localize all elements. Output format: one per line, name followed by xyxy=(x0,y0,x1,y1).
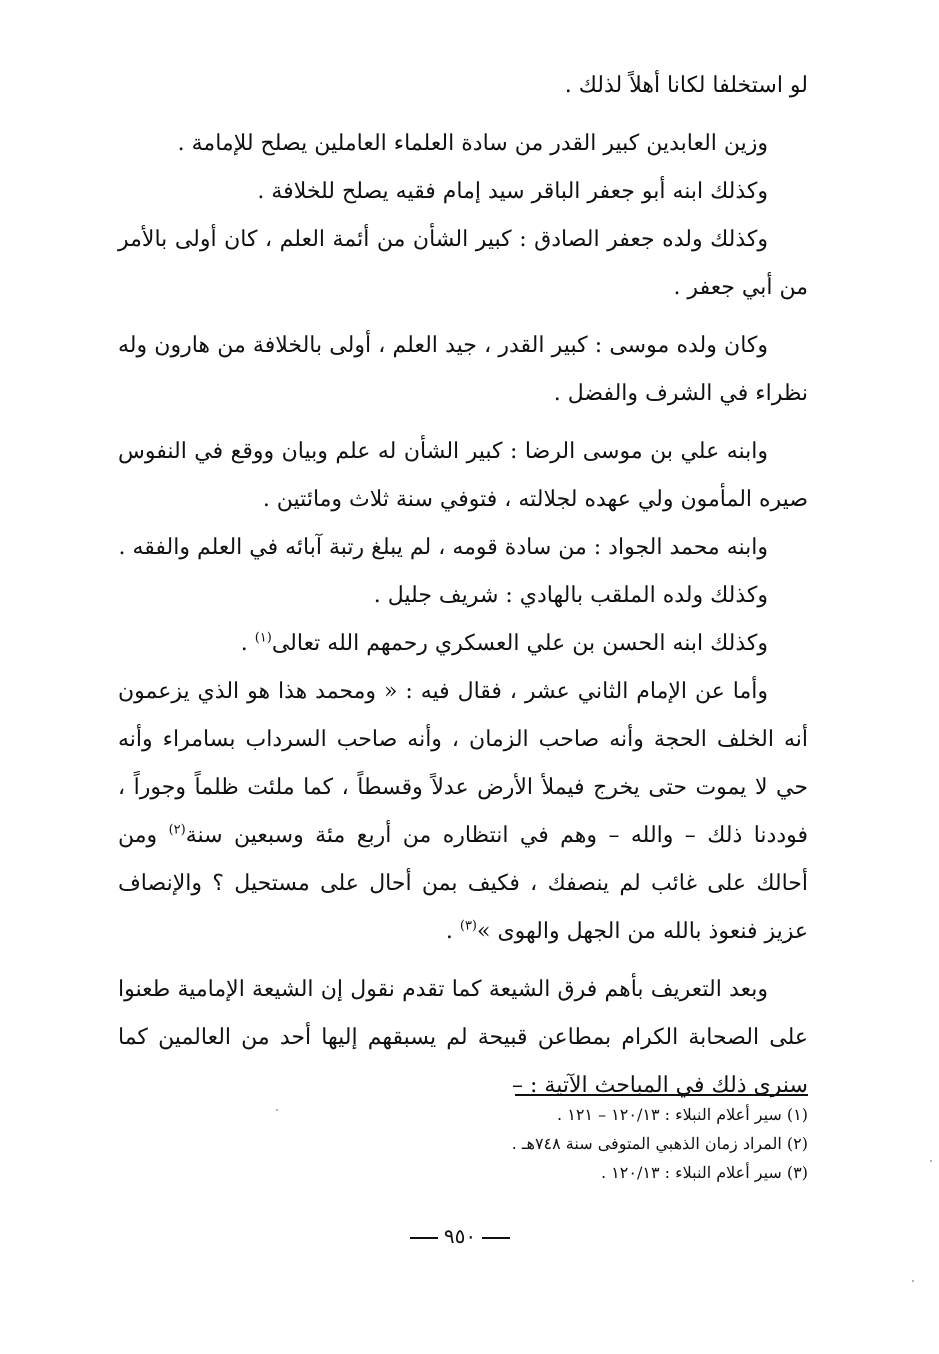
dash-right xyxy=(410,1237,438,1239)
dash-left xyxy=(482,1237,510,1239)
paragraph-10-part-b: ومن أحالك على غائب لم ينصفك ، فكيف بمن أحال على مستحيل ؟ والإنصاف عزيز فنعوذ بالله من الجهل والهوى » xyxy=(118,823,808,944)
scan-speck xyxy=(912,1280,914,1282)
footnote-ref-1: (١) xyxy=(254,630,272,646)
scan-speck xyxy=(276,1109,278,1111)
paragraph-9-end: . xyxy=(240,631,255,656)
paragraph-10 xyxy=(118,668,808,956)
paragraph-4: وكذلك ولده جعفر الصادق : كبير الشأن من أئمة العلم ، كان أولى بالأمر من أبي جعفر . xyxy=(118,227,808,300)
footnote-1: (١) سير أعلام النبلاء : ١٢٠/١٣ – ١٢١ . xyxy=(557,1105,808,1124)
paragraph-5: وكان ولده موسى : كبير القدر ، جيد العلم ، أولى بالخلافة من هارون وله نظراء في الشرف والفضل . xyxy=(118,333,808,406)
paragraph-7: وابنه محمد الجواد : من سادة قومه ، لم يبلغ رتبة آبائه في العلم والفقه . xyxy=(118,535,768,560)
paragraph-8: وكذلك ولده الملقب بالهادي : شريف جليل . xyxy=(373,583,768,608)
paragraph-9 xyxy=(118,620,808,668)
paragraph-11: وبعد التعريف بأهم فرق الشيعة كما تقدم نقول إن الشيعة الإمامية طعنوا على الصحابة الكرام بمطاعن قبيحة لم يسبقهم إليها أحد من العالمين كما سنرى ذلك في المباحث الآتية : – xyxy=(118,977,808,1098)
main-text xyxy=(118,62,808,1110)
paragraph-9-text: وكذلك ابنه الحسن بن علي العسكري رحمهم الله تعالى xyxy=(271,631,768,656)
page-number xyxy=(380,1222,540,1250)
scan-speck xyxy=(930,1160,932,1162)
paragraph-3: وكذلك ابنه أبو جعفر الباقر سيد إمام فقيه يصلح للخلافة . xyxy=(257,179,768,204)
footnote-divider xyxy=(515,1094,808,1096)
paragraph-10-part-a: وأما عن الإمام الثاني عشر ، فقال فيه : « ومحمد هذا هو الذي يزعمون أنه الخلف الحجة وأنه صاحب الزمان ، وأنه صاحب السرداب بسامراء وأنه حي لا يموت حتى يخرج فيملأ الأرض عدلاً وقسطاً ، كما ملئت ظلماً وجوراً ، فوددنا ذلك – والله – وهم في انتظاره من أربع مئة وسبعين سنة xyxy=(118,679,809,848)
footnote-ref-2: (٢) xyxy=(168,822,186,838)
footnotes xyxy=(360,1100,808,1187)
footnote-ref-3: (٣) xyxy=(459,918,477,934)
paragraph-2: وزين العابدين كبير القدر من سادة العلماء العاملين يصلح للإمامة . xyxy=(177,131,768,156)
paragraph-6: وابنه علي بن موسى الرضا : كبير الشأن له علم وبيان ووقع في النفوس صيره المأمون ولي عهده لجلالته ، فتوفي سنة ثلاث ومائتين . xyxy=(118,439,808,512)
footnote-3: (٣) سير أعلام النبلاء : ١٢٠/١٣ . xyxy=(601,1163,808,1182)
footnote-2: (٢) المراد زمان الذهبي المتوفى سنة ٧٤٨هـ . xyxy=(511,1134,808,1153)
page-number-text: ٩٥٠ xyxy=(443,1224,477,1248)
paragraph-1: لو استخلفا لكانا أهلاً لذلك . xyxy=(564,73,808,98)
paragraph-10-end: . xyxy=(445,919,460,944)
